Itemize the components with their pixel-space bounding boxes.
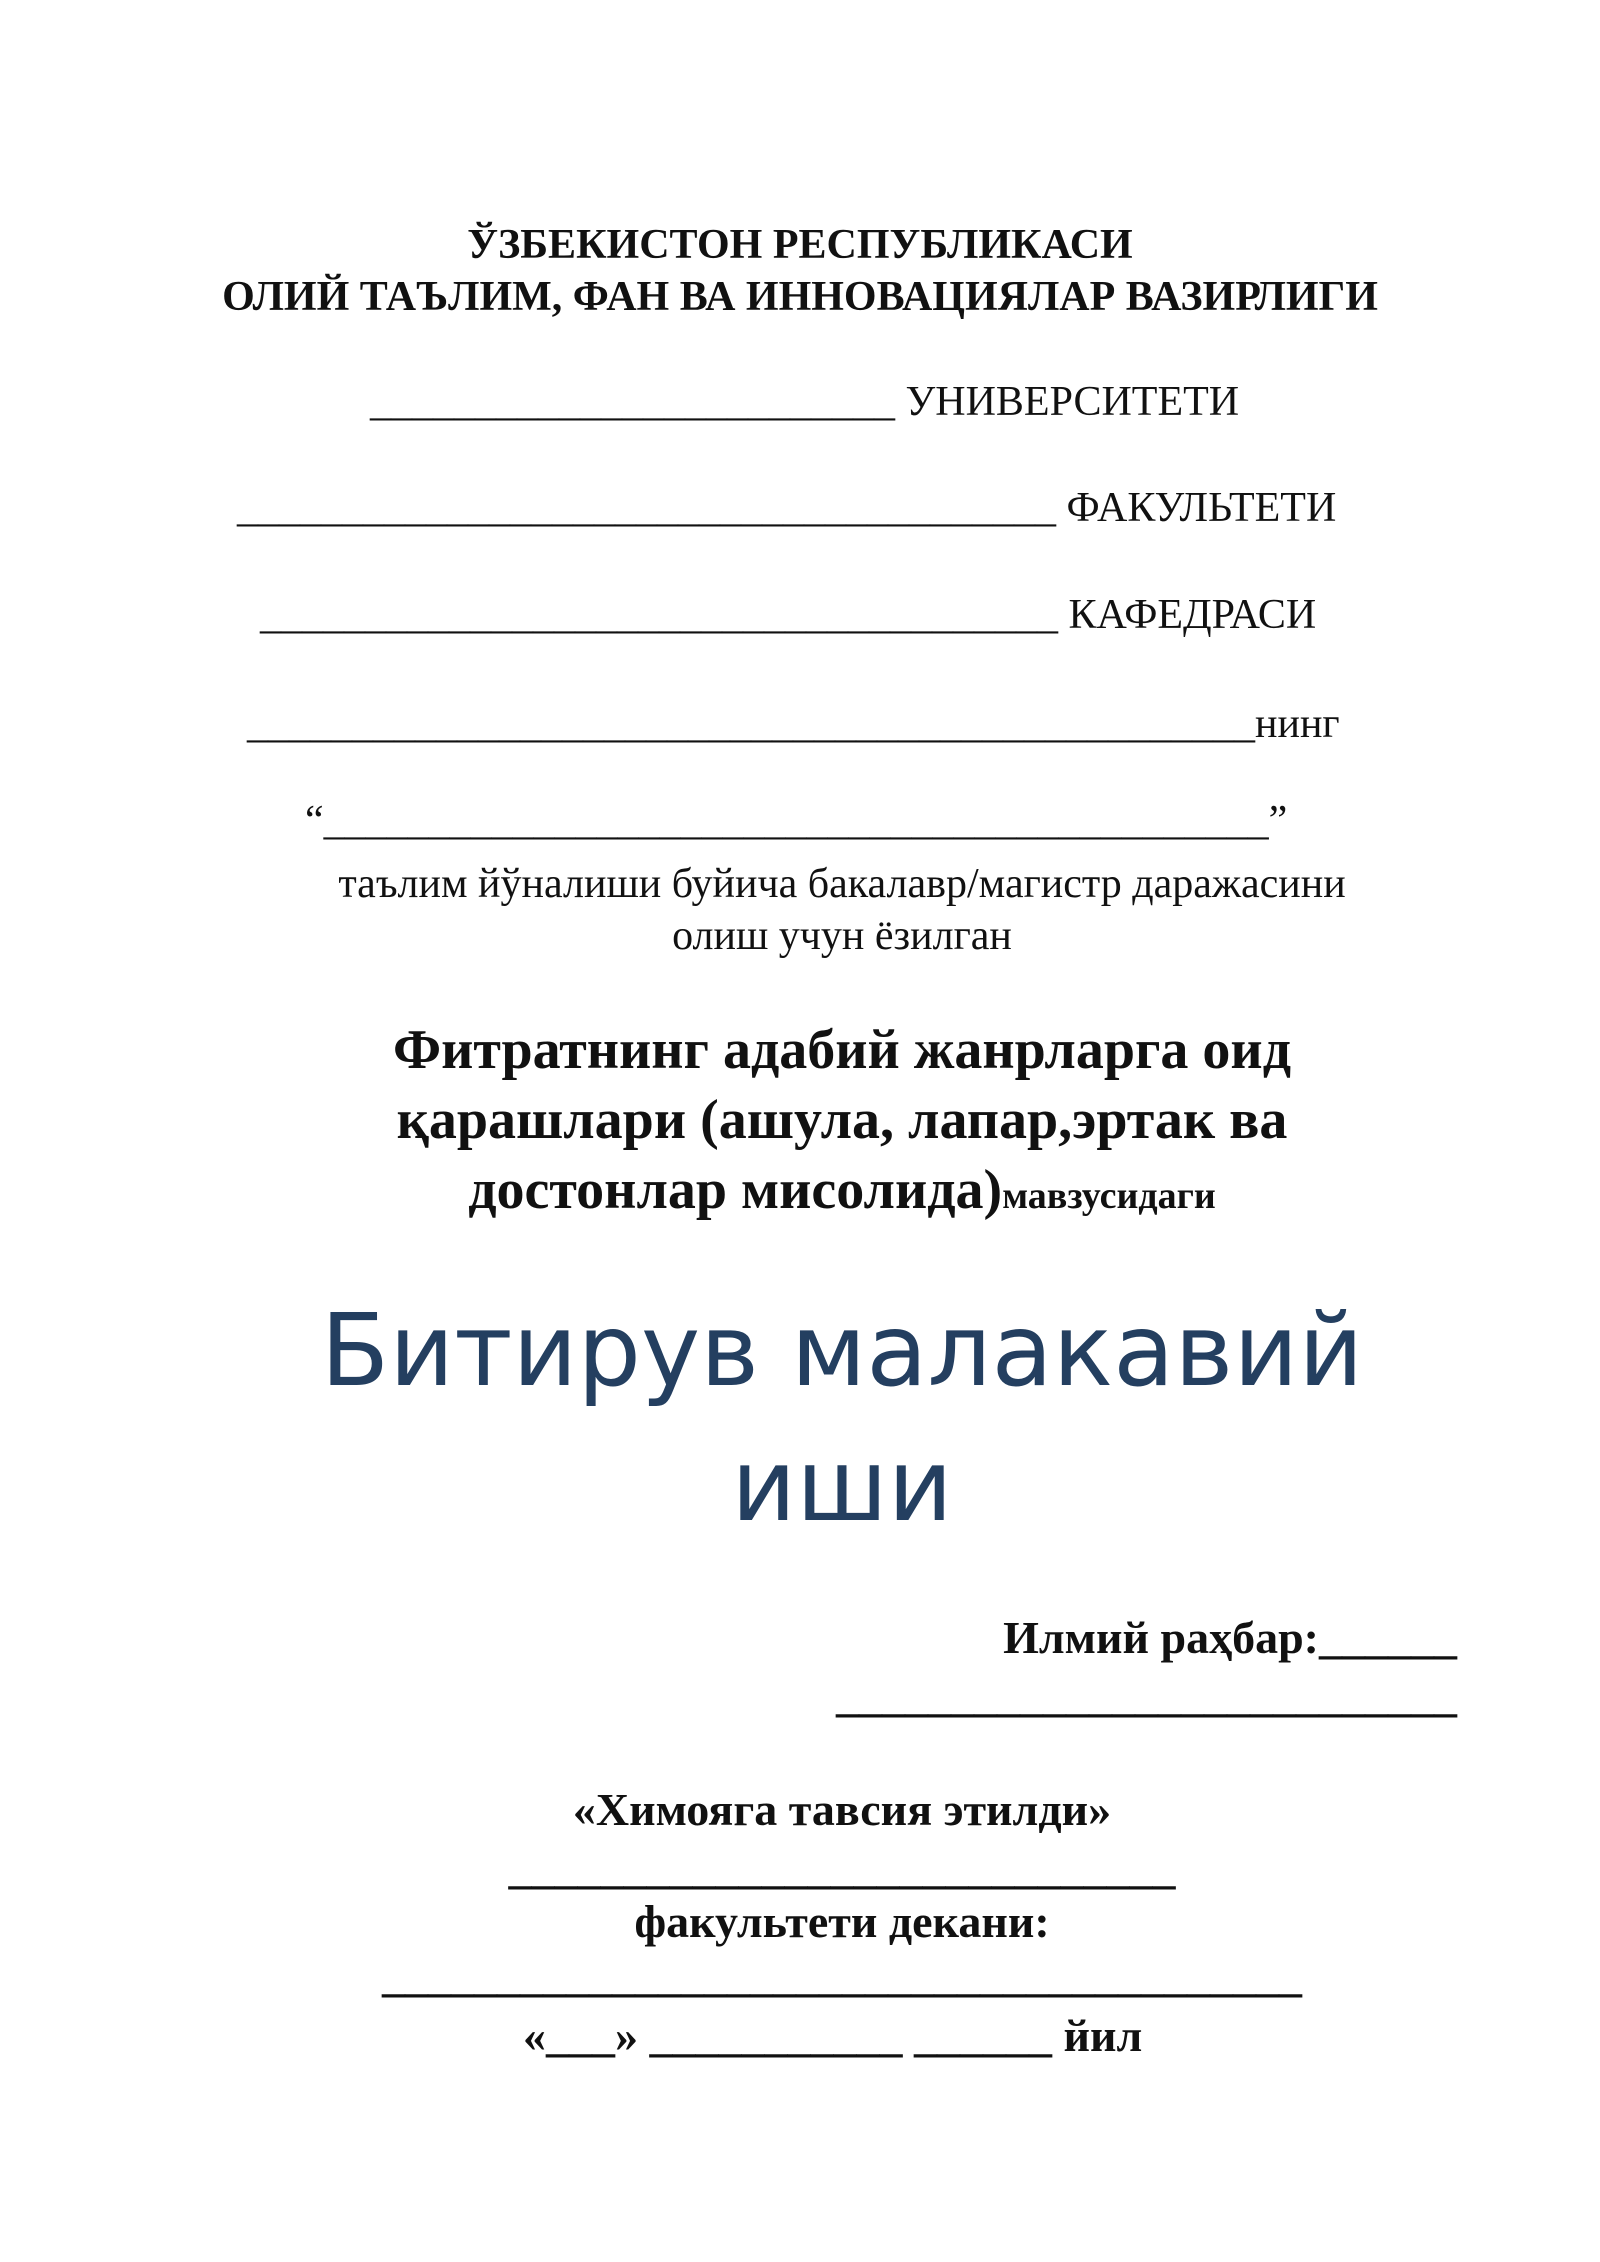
dean-label: факультети декани: [634, 1896, 1050, 1947]
work-title-line1: Битирув малакавий [320, 1292, 1364, 1409]
work-title-line2: иши [731, 1427, 953, 1544]
direction-note-line1: таълим йўналиши буйича бакалавр/магистр даражасини [338, 861, 1346, 907]
department-field: ______________________________________ КАФЕДРАСИ [260, 592, 1317, 638]
topic-line1: Фитратнинг адабий жанрларга оид [392, 1019, 1292, 1081]
ministry-country: ЎЗБЕКИСТОН РЕСПУБЛИКАСИ [467, 222, 1133, 268]
topic-line2: қарашлари (ашула, лапар,эртак ва [396, 1089, 1288, 1151]
university-field: _________________________ УНИВЕРСИТЕТИ [370, 379, 1240, 425]
recommended-label: «Химояга тавсия этилди» [572, 1784, 1112, 1835]
direction-note-line2: олиш учун ёзилган [672, 913, 1012, 959]
faculty-name-line: _____________________________ [508, 1842, 1176, 1893]
supervisor-signature-line: ___________________________ [836, 1670, 1457, 1721]
faculty-field: _______________________________________ ФАКУЛЬТЕТИ [237, 485, 1337, 531]
ministry-name: ОЛИЙ ТАЪЛИМ, ФАН ВА ИННОВАЦИЯЛАР ВАЗИРЛИГИ [222, 274, 1378, 320]
topic-line3-main: достонлар мисолида) [468, 1159, 1003, 1221]
direction-field: “_____________________________________________” [305, 798, 1288, 844]
date-line: «___» ___________ ______ йил [523, 2010, 1143, 2061]
topic-line3 [42, 1155, 1600, 1231]
student-field: ________________________________________________нинг [247, 701, 1340, 747]
supervisor-label: Илмий раҳбар:______ [1003, 1612, 1457, 1663]
dean-signature-line: ________________________________________ [382, 1950, 1302, 2001]
topic-line3-suffix: мавзусидаги [1002, 1175, 1216, 1217]
